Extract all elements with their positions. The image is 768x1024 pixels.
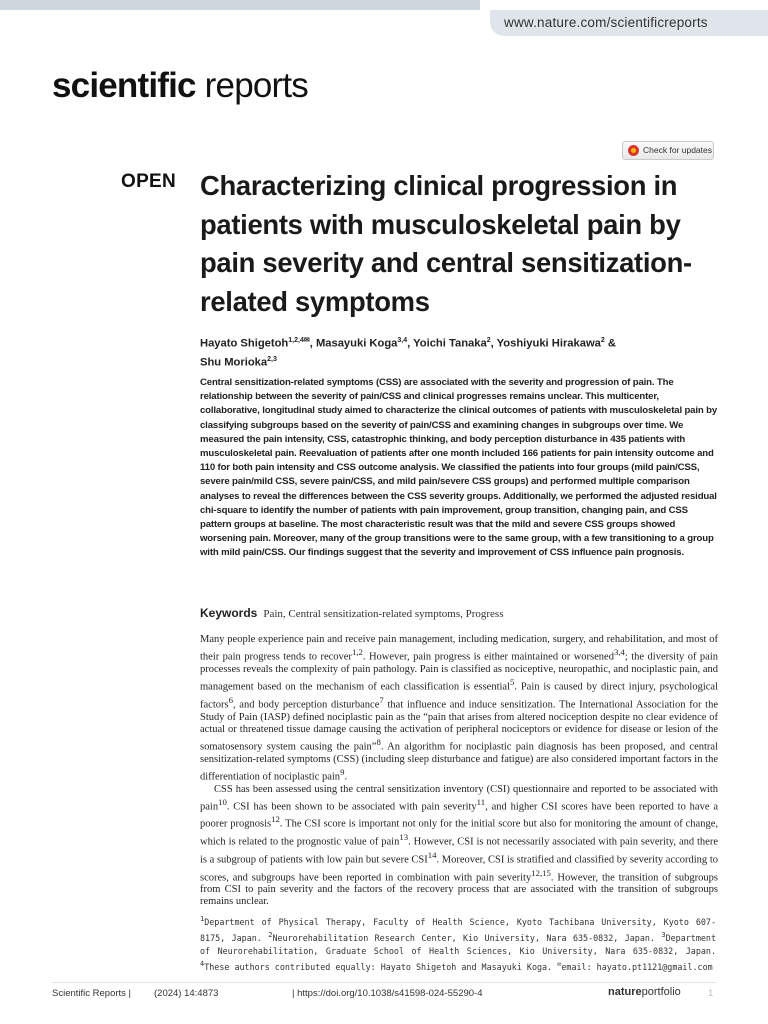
- citation-ref[interactable]: 12: [271, 814, 280, 825]
- author-name[interactable]: Shu Morioka: [200, 356, 268, 369]
- affil-number: 1: [200, 915, 205, 923]
- affil-text: Department of Neurorehabilitation, Graduate School of Health Sciences, Kio University, Nara 635-0832, Japan.: [200, 932, 716, 956]
- mail-icon: ✉: [557, 959, 562, 968]
- body-text: CSS has been assessed using the central sensitization inventory (CSI) questionnaire and reported to be associated with pain: [200, 783, 718, 813]
- author-affil-sup: 3,4: [397, 337, 408, 344]
- author-affil-sup: 2: [486, 337, 491, 344]
- check-for-updates-label: Check for updates: [643, 145, 712, 155]
- open-access-label: OPEN: [121, 171, 177, 192]
- footer-divider: [52, 982, 716, 983]
- citation-ref[interactable]: 6: [228, 694, 233, 705]
- journal-logo-regular: reports: [204, 66, 309, 105]
- body-text: . Moreover, CSI is stratified and classified by severity according to scores, and subgroups have been reported in combination with pain severity: [200, 854, 718, 884]
- citation-ref[interactable]: 9: [340, 766, 345, 777]
- doi-link[interactable]: | https://doi.org/10.1038/s41598-024-55290-4: [292, 988, 483, 999]
- author-list: Hayato Shigetoh$^{1,2,4✉}$, Masayuki Koga$^{3,4}$, Yoichi Tanaka$^2$, Yoshiyuki Hirakawa$^2$ & Shu Morioka$^{2,3}$: [200, 337, 616, 369]
- footer-year-volume: (2024) 14:4873: [154, 988, 219, 999]
- body-text: .: [344, 771, 348, 783]
- author-name[interactable]: Masayuki Koga: [315, 337, 398, 350]
- citation-ref[interactable]: 10: [218, 796, 227, 807]
- body-text: ; the diversity of pain processes reveals the complexity of pain pathology. Pain is classified as nociceptive, neuropathic, and nociplastic pain, and management based on the mechanism of each classification is essential: [200, 651, 718, 693]
- affil-text: Neurorehabilitation Research Center, Kio University, Nara 635-0832, Japan.: [272, 932, 662, 943]
- body-text: Many people experience pain and receive pain management, including medication, surgery, and rehabilitation, and most of their pain progress tends to recover: [200, 634, 718, 663]
- journal-logo[interactable]: [52, 66, 308, 106]
- affil-number: 2: [268, 930, 273, 939]
- citation-ref[interactable]: 11: [476, 796, 486, 807]
- publisher-logo: [608, 986, 681, 998]
- abstract: Central sensitization-related symptoms (CSS) are associated with the severity and progression of pain. The relationship between the severity of pain/CSS and clinical progresses remains unclear. This multicenter, collaborative, longitudinal study aimed to characterize the clinical outcomes of patients with musculoskeletal pain by classifying subgroups based on the severity of pain/CSS and examining changes in subgroups over time. We measured the pain intensity, CSS, catastrophic thinking, and body perception disturbance in 435 patients with musculoskeletal pain. Reevaluation of patients after one month included 166 patients for pain intensity outcome and 110 for both pain intensity and CSS outcome analysis. We classified the patients into four groups (mild pain/CSS, severe pain/mild CSS, severe pain/CSS, and mild pain/severe CSS groups) and performed multiple comparison analyses to reveal the differences between the CSS severity groups. Additionally, we performed the adjusted residual chi-square to identify the number of patients with pain improvement, group transition, changing pain, and CSS pattern groups at baseline. The most characteristic result was that the mild and severe CSS groups showed worsening pain. Moreover, many of the group transitions were to the same group, with a few transitioning to a group with mild pain/CSS. Our findings suggest that the severity and improvement of CSS influence pain prognosis.: [200, 377, 718, 559]
- crossmark-icon: [628, 145, 639, 156]
- affil-text: These authors contributed equally: Hayato Shigetoh and Masayuki Koga.: [204, 961, 558, 972]
- citation-ref[interactable]: 7: [379, 694, 384, 705]
- author-affil-sup: 2: [600, 337, 605, 344]
- citation-ref[interactable]: 5: [509, 677, 515, 688]
- publisher-logo-regular: portfolio: [641, 986, 681, 998]
- author-affil-sup: 1,2,4: [288, 337, 304, 344]
- affil-number: 3: [661, 930, 666, 939]
- body-text: . An algorithm for nociplastic pain diagnosis has been proposed, and central sensitization-related symptoms (CSS) (including sleep disturbance and fatigue) are also considered important factors in the differentiation of nociplastic pain: [200, 741, 718, 783]
- citation-ref[interactable]: 8: [376, 736, 381, 747]
- body-text: . CSI has been shown to be associated with pain severity: [226, 801, 477, 813]
- affil-number: 4: [200, 959, 205, 968]
- top-band-bar: [0, 0, 480, 10]
- article-title: Characterizing clinical progression in patients with musculoskeletal pain by pain severity and central sensitization-related symptoms: [200, 170, 692, 317]
- author-name[interactable]: Yoshiyuki Hirakawa: [496, 337, 601, 350]
- citation-ref[interactable]: 1,2: [351, 647, 363, 658]
- affiliations-footnote: [200, 913, 716, 973]
- mail-icon[interactable]: ✉: [303, 337, 310, 344]
- citation-ref[interactable]: 3,4: [613, 647, 625, 658]
- page-footer: [52, 988, 716, 1004]
- check-for-updates-button[interactable]: [622, 141, 714, 160]
- keywords-label: Keywords: [200, 606, 258, 620]
- body-text: , and body perception disturbance: [232, 699, 380, 711]
- citation-ref[interactable]: 12,15: [531, 867, 551, 878]
- body-text: . However, CSI is not necessarily associated with pain severity, and there is a subgroup of patients with low pain but severe CSI: [200, 836, 718, 866]
- body-text: . However, the transition of subgroups from CSI to pain severity and the factors of the recovery process that are associated with the transition of subgroups remains unclear.: [200, 872, 718, 908]
- body-text: . However, pain progress is either maintained or worsened: [362, 651, 614, 663]
- publisher-logo-bold: nature: [608, 986, 642, 998]
- journal-logo-bold: scientific: [52, 66, 196, 105]
- body-paragraph: [200, 784, 718, 909]
- article-body: [200, 634, 718, 909]
- author-affil-sup: 2,3: [267, 355, 277, 363]
- affil-text: Department of Physical Therapy, Faculty of Health Science, Kyoto Tachibana University, Kyoto 607-8175, Japan.: [200, 916, 716, 943]
- author-name[interactable]: Hayato Shigetoh: [200, 337, 289, 350]
- page-number: 1: [708, 988, 714, 999]
- top-band: [0, 0, 768, 40]
- footer-journal: Scientific Reports |: [52, 988, 132, 999]
- body-paragraph: [200, 634, 718, 784]
- author-name[interactable]: Yoichi Tanaka: [413, 337, 487, 350]
- keywords-text: Pain, Central sensitization-related symptoms, Progress: [263, 608, 504, 620]
- body-text: , and higher CSI scores have been reported to have a poorer prognosis: [200, 801, 718, 830]
- body-text: . The CSI score is important not only for the initial score but also for monitoring the amount of change, which is related to the prognostic value of pain: [200, 818, 718, 848]
- citation-ref[interactable]: 13: [399, 832, 409, 843]
- journal-url-link[interactable]: www.nature.com/scientificreports: [490, 10, 768, 36]
- citation-ref[interactable]: 14: [427, 849, 437, 860]
- body-text: . Pain is caused by direct injury, psychological factors: [200, 681, 718, 711]
- corresponding-email-link[interactable]: email: hayato.pt1121@gmail.com: [561, 961, 713, 972]
- keywords-line: [200, 606, 504, 620]
- body-text: that influence and induce sensitization. The International Association for the Study of Pain (IASP) defined nociplastic pain as the “pain that arises from altered nociception despite no clear evidence of actual or threatened tissue damage causing the activation of peripheral nociceptors or evidence for disease or lesion of the somatosensory system causing the pain”: [200, 699, 719, 753]
